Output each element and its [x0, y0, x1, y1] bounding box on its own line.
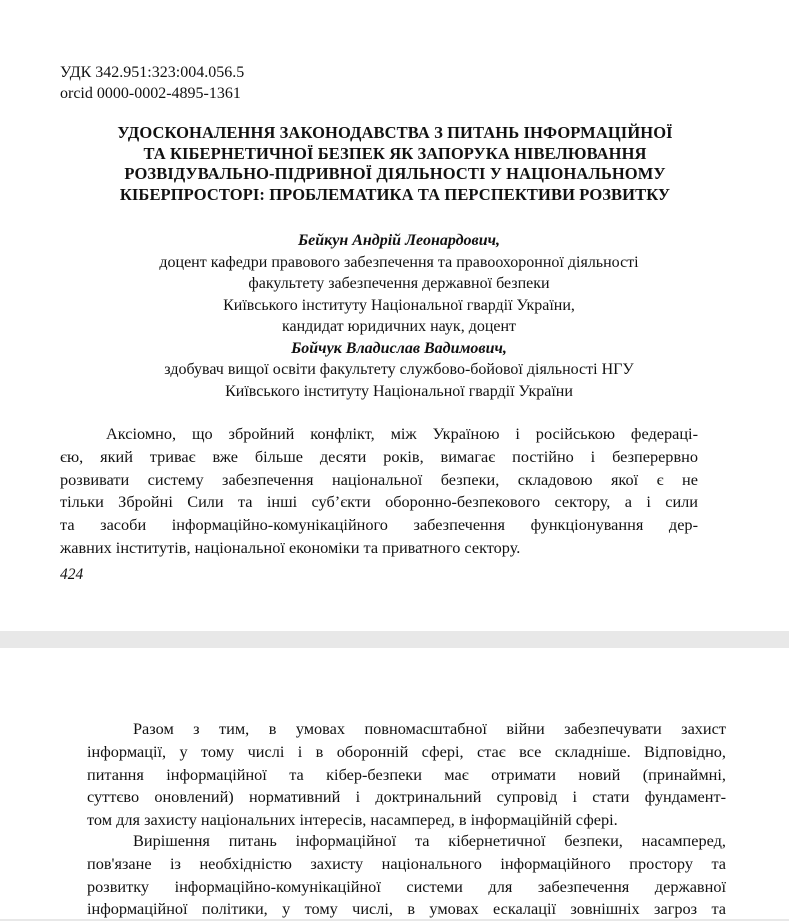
paragraph-line: жавних інститутів, національної економіки та приватного сектору.	[60, 537, 521, 557]
paragraph-line: тільки Збройні Сили та інші суб’єкти оборонно-безпекового сектору, а і сили	[60, 492, 698, 512]
title-line: КІБЕРПРОСТОРІ: ПРОБЛЕМАТИКА ТА ПЕРСПЕКТИВИ РОЗВИТКУ	[119, 184, 671, 204]
paragraph-line: Вирішення питань інформаційної та кібернетичної безпеки, насамперед,	[133, 831, 726, 850]
author-2-name: Бойчук Владислав Вадимович,	[291, 339, 507, 357]
intro-paragraph	[60, 423, 698, 560]
paragraph-line: том для захисту національних інтересів, насамперед, в інформаційній сфері.	[87, 810, 618, 830]
title-line: РОЗВІДУВАЛЬНО-ПІДРИВНОЇ ДІЯЛЬНОСТІ У НАЦІОНАЛЬНОМУ	[124, 164, 666, 183]
author-1-affiliation-line: Київського інституту Національної гвардії України,	[223, 296, 575, 314]
paragraph-line: Аксіомно, що збройний конфлікт, між Україною і російською федераці-	[106, 424, 698, 443]
author-1-name: Бейкун Андрій Леонардович,	[297, 232, 500, 249]
authors-block	[60, 230, 738, 402]
paragraph-line: пов'язане із необхідністю захисту національного інформаційного простору та	[87, 853, 726, 873]
author-1-affiliation-line: факультету забезпечення державної безпеки	[248, 275, 550, 292]
title-line: УДОСКОНАЛЕННЯ ЗАКОНОДАВСТВА З ПИТАНЬ ІНФОРМАЦІЙНОЇ	[117, 123, 673, 142]
paragraph-line: інформації, у тому числі і в оборонній сфері, стає все складніше. Відповідно,	[87, 741, 726, 761]
body-paragraph-2	[87, 830, 726, 921]
paragraph-line: розвивати систему забезпечення національної безпеки, складовою якої є не	[60, 469, 698, 489]
author-2-affiliation-line: здобувач вищої освіти факультету службово-бойової діяльності НГУ	[164, 361, 634, 378]
author-1-affiliation-line: доцент кафедри правового забезпечення та правоохоронної діяльності	[159, 253, 639, 271]
author-1-affiliation-line: кандидат юридичних наук, доцент	[281, 318, 517, 335]
paragraph-line: розвитку інформаційно-комунікаційної системи для забезпечення державної	[87, 876, 726, 896]
author-2-affiliation-line: Київського інституту Національної гвардії України	[225, 382, 573, 400]
title-line: ТА КІБЕРНЕТИЧНОЇ БЕЗПЕК ЯК ЗАПОРУКА НІВЕЛЮВАННЯ	[143, 143, 647, 163]
article-title	[60, 123, 730, 205]
paragraph-line: суттєво оновлений) нормативний і доктринальний супровід і стати фундамент-	[87, 787, 726, 807]
body-paragraph-1	[87, 718, 726, 832]
page-number: 424	[60, 566, 84, 583]
paragraph-line: єю, який триває вже більше десяти років, вимагає постійно і безперервно	[60, 446, 698, 466]
paragraph-line: Разом з тим, в умовах повномасштабної війни забезпечувати захист	[133, 719, 726, 738]
udk-code: УДК 342.951:323:004.056.5	[60, 64, 245, 81]
paragraph-line: питання інформаційної та кібер-безпеки має отримати новий (принаймні,	[87, 764, 726, 784]
paragraph-line: інформаційної політики, у тому числі, в умовах ескалації зовнішніх загроз та	[87, 899, 726, 919]
orcid-id: orcid 0000-0002-4895-1361	[60, 85, 241, 102]
paragraph-line: та засоби інформаційно-комунікаційного забезпечення функціонування дер-	[60, 515, 698, 535]
